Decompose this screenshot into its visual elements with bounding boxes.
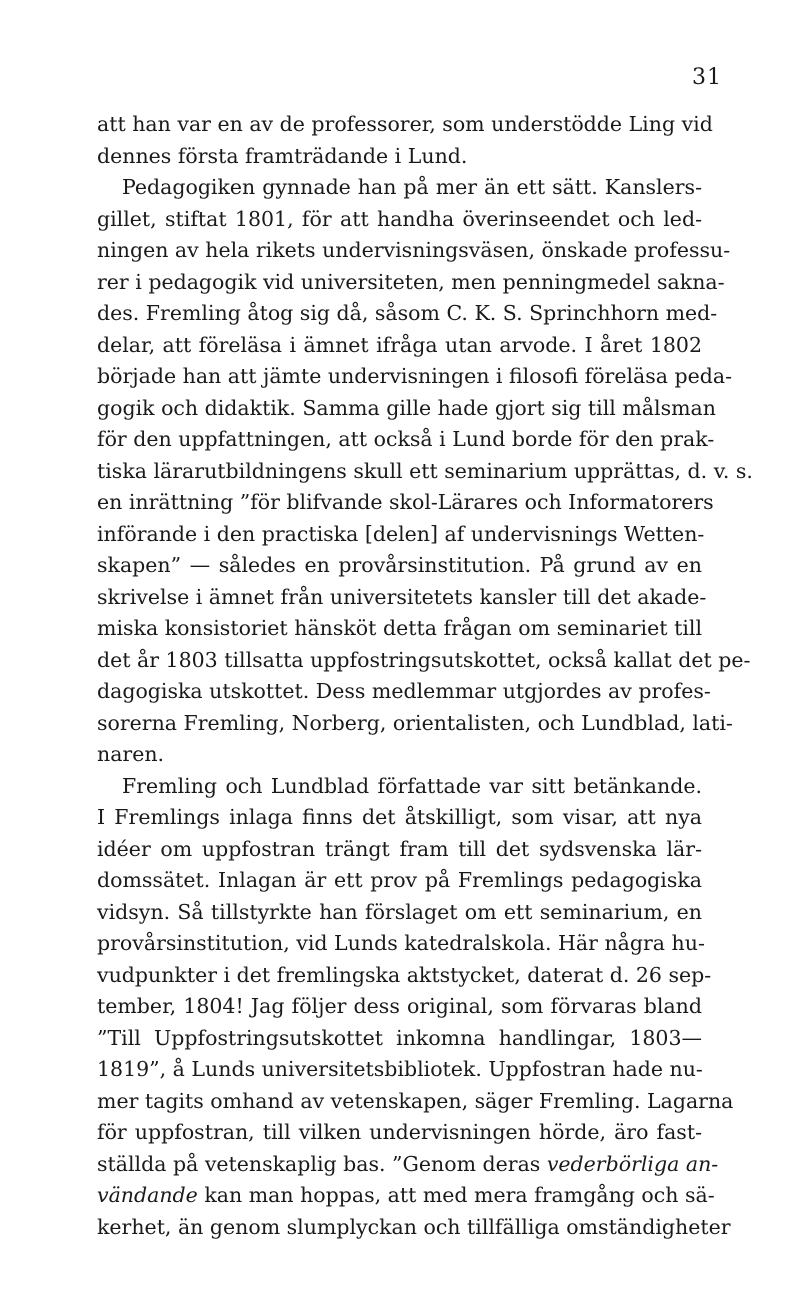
text-line: delar, att föreläsa i ämnet ifråga utan arvode. I året 1802 [97,332,702,357]
text-line: skapen” — således en provårsinstitution. På grund av en [97,553,702,577]
text-line-emphasis [97,1180,715,1212]
text-line: dagogiska utskottet. Dess medlemmar utgjordes av profes- [97,679,711,703]
text-line: des. Fremling åtog sig då, såsom C. K. S. Sprinchhorn med- [97,301,718,325]
text-line: naren. [97,742,165,766]
text-line: kerhet, än genom slumplyckan och tillfälliga omständigheter [97,1214,731,1239]
text-line: tiska lärarutbildningens skull ett seminarium upprättas, d. v. s. [97,458,753,483]
text-line: det år 1803 tillsatta uppfostringsutskottet, också kallat det pe- [97,647,751,672]
text-line: började han att jämte undervisningen i filosofi föreläsa peda- [97,364,733,388]
text-line: ningen av hela rikets undervisningsväsen, önskade professu- [97,238,731,262]
text-line: mer tagits omhand av vetenskapen, säger Fremling. Lagarna [97,1088,734,1113]
text-line: skrivelse i ämnet från universitetets kansler till det akade- [97,584,707,609]
italic-segment: vederbörliga an- [546,1151,719,1176]
text-line: gogik och didaktik. Samma gille hade gjort sig till målsman [97,395,716,420]
text-line: dennes första framträdande i Lund. [97,143,468,168]
text-line: Fremling och Lundblad författade var sitt betänkande. [122,773,702,798]
text-line: ”Till Uppfostringsutskottet inkomna handlingar, 1803— [97,1025,702,1050]
text-line: vidsyn. Så tillstyrkte han förslaget om ett seminarium, en [97,899,702,924]
text-segment: ställda på vetenskaplig bas. ”Genom deras [97,1151,547,1176]
text-line: Pedagogiken gynnade han på mer än ett sätt. Kanslers- [122,175,702,199]
text-line: sorerna Fremling, Norberg, orientalisten, och Lundblad, lati- [97,710,733,735]
text-line: för uppfostran, till vilken undervisningen hörde, äro fast- [97,1120,702,1144]
text-line: gillet, stiftat 1801, för att handha överinseendet och led- [97,206,702,231]
text-line: I Fremlings inlaga finns det åtskilligt, som visar, att nya [97,805,702,829]
text-line: 1819”, å Lunds universitetsbibliotek. Uppfostran hade nu- [97,1057,703,1081]
text-line: tember, 1804! Jag följer dess original, som förvaras bland [97,994,702,1018]
text-line: en inrättning ”för blifvande skol-Lärares och Informatorers [97,490,714,514]
text-line: domssätet. Inlagan är ett prov på Fremlings pedagogiska [97,868,702,892]
text-line: vudpunkter i det fremlingska aktstycket, daterat d. 26 sep- [97,962,712,987]
text-line: idéer om uppfostran trängt fram till det sydsvenska lär- [97,836,702,861]
text-segment: kan man hoppas, att med mera framgång och sä- [197,1183,715,1207]
italic-segment: vändande [97,1183,198,1207]
body-text [97,109,753,1243]
text-line-emphasis [97,1149,719,1181]
text-line: rer i pedagogik vid universiteten, men penningmedel sakna- [97,269,725,294]
text-line: införande i den practiska [delen] af undervisnings Wetten- [97,521,705,546]
text-line: miska konsistoriet hänsköt detta frågan om seminariet till [97,616,702,640]
text-line: provårsinstitution, vid Lunds katedralskola. Här några hu- [97,931,705,955]
text-line: att han var en av de professorer, som understödde Ling vid [97,112,713,136]
page-number: 31 [692,65,722,90]
text-line: för den uppfattningen, att också i Lund borde för den prak- [97,427,715,451]
